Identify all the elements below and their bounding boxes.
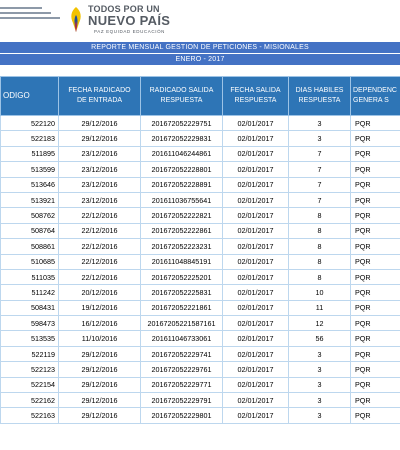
fecha-salida-cell: 02/01/2017	[223, 393, 289, 408]
radicado-salida-cell: 201672052222861	[141, 223, 223, 238]
fecha-salida-cell: 02/01/2017	[223, 162, 289, 177]
codigo-cell: 522163	[1, 408, 59, 423]
fecha-radicado-cell: 29/12/2016	[59, 362, 141, 377]
table-row	[1, 346, 400, 361]
codigo-cell: 511895	[1, 146, 59, 161]
fecha-salida-cell: 02/01/2017	[223, 346, 289, 361]
fecha-salida-cell: 02/01/2017	[223, 362, 289, 377]
dias-habiles-cell: 7	[289, 177, 351, 192]
table-row	[1, 316, 400, 331]
codigo-cell: 508431	[1, 300, 59, 315]
fecha-radicado-cell: 23/12/2016	[59, 162, 141, 177]
gov-logo-line3: PAZ EQUIDAD EDUCACIÓN	[94, 29, 166, 34]
table-row	[1, 331, 400, 346]
dias-habiles-cell: 12	[289, 316, 351, 331]
codigo-cell: 522119	[1, 346, 59, 361]
codigo-cell: 522120	[1, 116, 59, 131]
fecha-salida-cell: 02/01/2017	[223, 192, 289, 207]
dependencia-cell: PQR	[351, 393, 400, 408]
dias-habiles-cell: 8	[289, 269, 351, 284]
fecha-radicado-cell: 22/12/2016	[59, 239, 141, 254]
fecha-salida-cell: 02/01/2017	[223, 377, 289, 392]
dependencia-cell: PQR	[351, 362, 400, 377]
table-row	[1, 177, 400, 192]
codigo-cell: 522123	[1, 362, 59, 377]
petitions-table	[0, 76, 400, 424]
dias-habiles-cell: 7	[289, 192, 351, 207]
table-row	[1, 162, 400, 177]
gov-logo-line2: NUEVO PAÍS	[88, 13, 171, 28]
dependencia-cell: PQR	[351, 131, 400, 146]
radicado-salida-cell: 201672052222821	[141, 208, 223, 223]
fecha-salida-cell: 02/01/2017	[223, 116, 289, 131]
fecha-radicado-cell: 20/12/2016	[59, 285, 141, 300]
radicado-salida-cell: 201672052229741	[141, 346, 223, 361]
table-row	[1, 208, 400, 223]
radicado-salida-cell: 201611046733061	[141, 331, 223, 346]
radicado-salida-cell: 201672052228801	[141, 162, 223, 177]
dias-habiles-cell: 11	[289, 300, 351, 315]
fecha-salida-cell: 02/01/2017	[223, 146, 289, 161]
radicado-salida-cell: 201672052229761	[141, 362, 223, 377]
dias-habiles-cell: 8	[289, 254, 351, 269]
radicado-salida-cell: 201672052225201	[141, 269, 223, 284]
dias-habiles-cell: 8	[289, 208, 351, 223]
fecha-salida-cell: 02/01/2017	[223, 254, 289, 269]
fecha-radicado-cell: 29/12/2016	[59, 346, 141, 361]
fecha-salida-cell: 02/01/2017	[223, 331, 289, 346]
codigo-cell: 508764	[1, 223, 59, 238]
fecha-radicado-cell: 22/12/2016	[59, 254, 141, 269]
column-header: FECHA SALIDA RESPUESTA	[223, 77, 289, 116]
dependencia-cell: PQR	[351, 408, 400, 423]
codigo-cell: 508762	[1, 208, 59, 223]
table-row	[1, 285, 400, 300]
dias-habiles-cell: 8	[289, 239, 351, 254]
radicado-salida-cell: 201611046244861	[141, 146, 223, 161]
radicado-salida-cell: 201672052225831	[141, 285, 223, 300]
radicado-salida-cell: 201611036755641	[141, 192, 223, 207]
codigo-cell: 522183	[1, 131, 59, 146]
dependencia-cell: PQR	[351, 208, 400, 223]
dependencia-cell: PQR	[351, 192, 400, 207]
dias-habiles-cell: 56	[289, 331, 351, 346]
table-row	[1, 269, 400, 284]
dependencia-cell: PQR	[351, 146, 400, 161]
fecha-salida-cell: 02/01/2017	[223, 223, 289, 238]
table-row	[1, 408, 400, 423]
column-header: FECHA RADICADO DE ENTRADA	[59, 77, 141, 116]
dependencia-cell: PQR	[351, 331, 400, 346]
radicado-salida-cell: 201672052221861	[141, 300, 223, 315]
report-header	[0, 0, 400, 40]
dependencia-cell: PQR	[351, 269, 400, 284]
dias-habiles-cell: 3	[289, 408, 351, 423]
dias-habiles-cell: 3	[289, 393, 351, 408]
dias-habiles-cell: 3	[289, 362, 351, 377]
fecha-salida-cell: 02/01/2017	[223, 177, 289, 192]
fecha-radicado-cell: 23/12/2016	[59, 192, 141, 207]
radicado-salida-cell: 201611048845191	[141, 254, 223, 269]
codigo-cell: 513921	[1, 192, 59, 207]
fecha-radicado-cell: 23/12/2016	[59, 146, 141, 161]
radicado-salida-cell: 20167205222975​1	[141, 116, 223, 131]
fecha-salida-cell: 02/01/2017	[223, 316, 289, 331]
fecha-radicado-cell: 22/12/2016	[59, 223, 141, 238]
codigo-cell: 508861	[1, 239, 59, 254]
radicado-salida-cell: 201672052229771	[141, 377, 223, 392]
fecha-salida-cell: 02/01/2017	[223, 131, 289, 146]
fecha-radicado-cell: 29/12/2016	[59, 408, 141, 423]
codigo-cell: 598473	[1, 316, 59, 331]
fecha-radicado-cell: 19/12/2016	[59, 300, 141, 315]
table-row	[1, 254, 400, 269]
column-header: DIAS HABILES RESPUESTA	[289, 77, 351, 116]
gov-logo-line1: TODOS POR UN	[88, 4, 160, 14]
dias-habiles-cell: 3	[289, 377, 351, 392]
table-row	[1, 223, 400, 238]
dias-habiles-cell: 3	[289, 131, 351, 146]
fecha-radicado-cell: 16/12/2016	[59, 316, 141, 331]
fecha-radicado-cell: 23/12/2016	[59, 177, 141, 192]
table-row	[1, 377, 400, 392]
table-row	[1, 131, 400, 146]
table-row	[1, 146, 400, 161]
dependencia-cell: PQR	[351, 254, 400, 269]
dias-habiles-cell: 3	[289, 346, 351, 361]
dias-habiles-cell: 7	[289, 162, 351, 177]
table-header-row	[1, 77, 400, 116]
fecha-radicado-cell: 22/12/2016	[59, 269, 141, 284]
table-row	[1, 239, 400, 254]
government-logo	[68, 3, 198, 37]
dependencia-cell: PQR	[351, 377, 400, 392]
dependencia-cell: PQR	[351, 239, 400, 254]
dias-habiles-cell: 7	[289, 146, 351, 161]
fecha-radicado-cell: 29/12/2016	[59, 131, 141, 146]
codigo-cell: 511035	[1, 269, 59, 284]
report-period: ENERO - 2017	[0, 54, 400, 65]
table-row	[1, 192, 400, 207]
fecha-radicado-cell: 29/12/2016	[59, 377, 141, 392]
fecha-salida-cell: 02/01/2017	[223, 408, 289, 423]
fecha-salida-cell: 02/01/2017	[223, 269, 289, 284]
report-title: REPORTE MENSUAL GESTION DE PETICIONES - MISIONALES	[0, 42, 400, 53]
codigo-cell: 513599	[1, 162, 59, 177]
fecha-radicado-cell: 29/12/2016	[59, 116, 141, 131]
codigo-cell: 510685	[1, 254, 59, 269]
fecha-salida-cell: 02/01/2017	[223, 239, 289, 254]
radicado-salida-cell: 201672052229831	[141, 131, 223, 146]
fecha-salida-cell: 02/01/2017	[223, 208, 289, 223]
condor-icon	[68, 5, 84, 33]
table-row	[1, 300, 400, 315]
dependencia-cell: PQR	[351, 285, 400, 300]
table-row	[1, 116, 400, 131]
codigo-cell: 522154	[1, 377, 59, 392]
codigo-cell: 513535	[1, 331, 59, 346]
fecha-salida-cell: 02/01/2017	[223, 285, 289, 300]
column-header: ODIGO	[1, 77, 59, 116]
dependencia-cell: PQR	[351, 223, 400, 238]
column-header: RADICADO SALIDA RESPUESTA	[141, 77, 223, 116]
dias-habiles-cell: 8	[289, 223, 351, 238]
dependencia-cell: PQR	[351, 346, 400, 361]
radicado-salida-cell: 201672052228891	[141, 177, 223, 192]
institution-logo	[0, 4, 60, 22]
dias-habiles-cell: 3	[289, 116, 351, 131]
fecha-radicado-cell: 22/12/2016	[59, 208, 141, 223]
dependencia-cell: PQR	[351, 162, 400, 177]
fecha-radicado-cell: 11/10/2016	[59, 331, 141, 346]
table-row	[1, 362, 400, 377]
codigo-cell: 511242	[1, 285, 59, 300]
radicado-salida-cell: 201672052215871​61	[141, 316, 223, 331]
dias-habiles-cell: 10	[289, 285, 351, 300]
radicado-salida-cell: 201672052229801	[141, 408, 223, 423]
dependencia-cell: PQR	[351, 316, 400, 331]
radicado-salida-cell: 201672052229791	[141, 393, 223, 408]
codigo-cell: 522162	[1, 393, 59, 408]
dependencia-cell: PQR	[351, 177, 400, 192]
table-row	[1, 393, 400, 408]
fecha-radicado-cell: 29/12/2016	[59, 393, 141, 408]
dependencia-cell: PQR	[351, 300, 400, 315]
column-header: DEPENDENC GENERA S	[351, 77, 400, 116]
dependencia-cell: PQR	[351, 116, 400, 131]
codigo-cell: 513646	[1, 177, 59, 192]
radicado-salida-cell: 201672052223231	[141, 239, 223, 254]
fecha-salida-cell: 02/01/2017	[223, 300, 289, 315]
